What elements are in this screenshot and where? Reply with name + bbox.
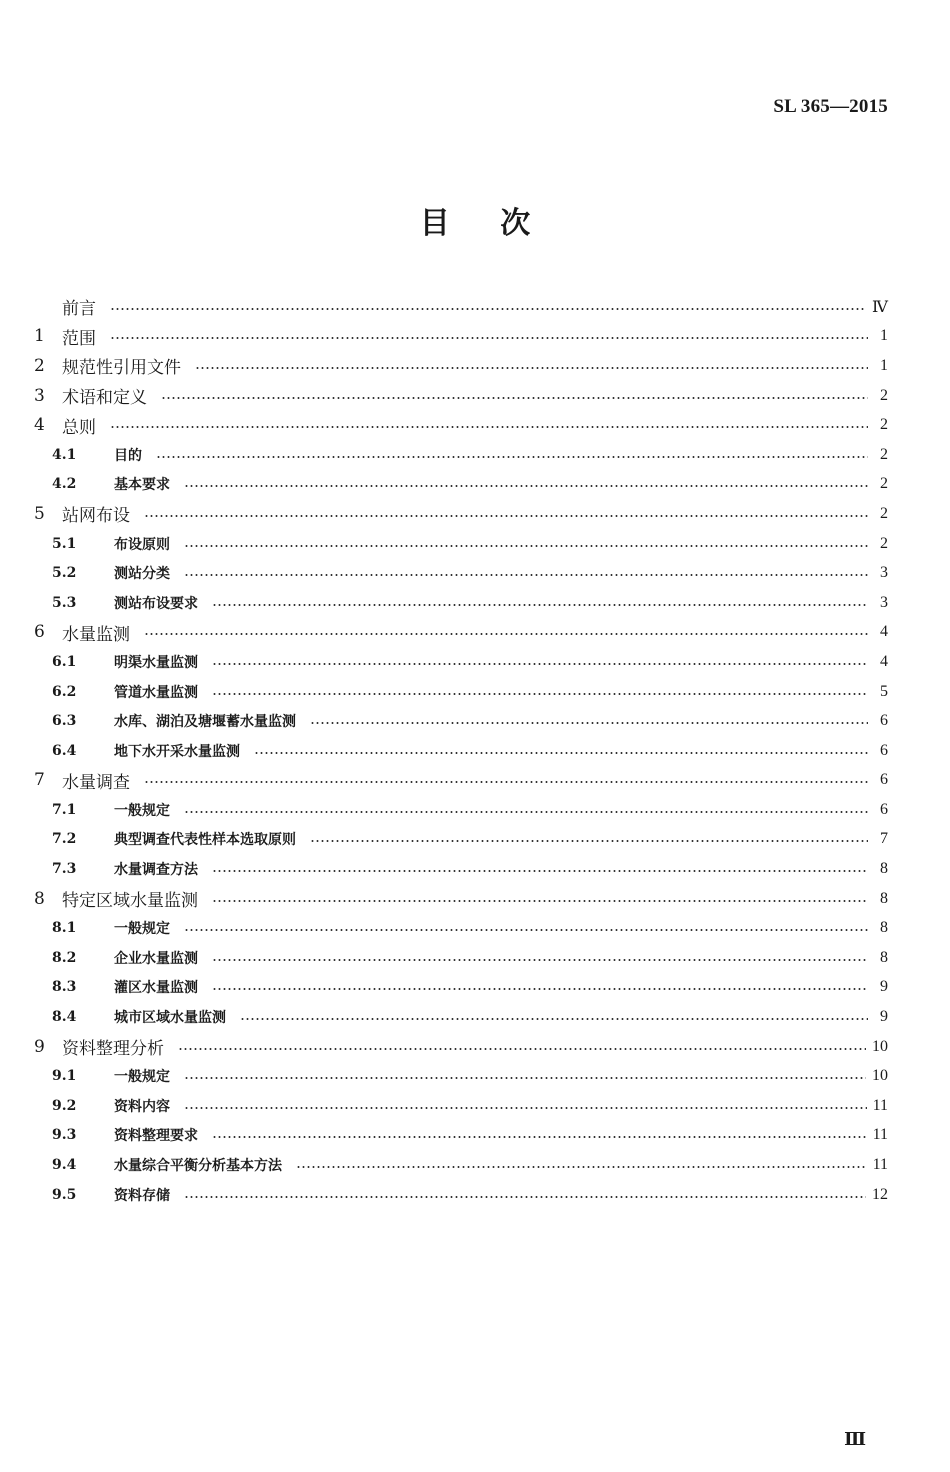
toc-entry[interactable] (34, 381, 888, 411)
table-of-contents (34, 292, 888, 1209)
toc-entry-title: 一般规定 (114, 1069, 170, 1086)
toc-entry-number: 8.2 (52, 949, 77, 966)
toc-dot-leader (184, 1077, 866, 1079)
toc-entry-title: 资料整理要求 (114, 1128, 198, 1145)
toc-entry-page: 2 (880, 504, 888, 522)
toc-entry-page: Ⅳ (872, 298, 888, 316)
toc-entry[interactable] (34, 618, 888, 648)
toc-entry-title: 资料存储 (114, 1187, 170, 1204)
toc-entry[interactable] (34, 1150, 888, 1180)
toc-entry-title: 测站布设要求 (114, 595, 198, 612)
toc-entry-title: 资料内容 (114, 1098, 170, 1115)
toc-entry-number: 9.1 (52, 1068, 77, 1085)
toc-entry-page: 3 (880, 564, 888, 582)
toc-dot-leader (212, 604, 868, 606)
toc-entry[interactable] (34, 1032, 888, 1062)
toc-entry-page: 3 (880, 593, 888, 611)
toc-entry[interactable] (34, 973, 888, 1003)
toc-entry-number: 5.2 (52, 565, 77, 582)
toc-entry-page: 7 (880, 830, 888, 848)
page-title: 目 次 (419, 206, 531, 241)
toc-dot-leader (184, 574, 868, 576)
toc-entry-title: 水量调查 (62, 772, 130, 793)
toc-entry-number: 4.1 (52, 446, 77, 463)
toc-dot-leader (310, 840, 868, 842)
toc-entry-number: 4 (34, 415, 45, 436)
toc-dot-leader (144, 633, 868, 635)
toc-entry[interactable] (34, 440, 888, 470)
toc-entry-number: 6.3 (52, 713, 77, 730)
toc-entry[interactable] (34, 854, 888, 884)
toc-entry[interactable] (34, 1002, 888, 1032)
toc-dot-leader (212, 1136, 867, 1138)
toc-entry[interactable] (34, 322, 888, 352)
toc-dot-leader (184, 485, 868, 487)
toc-entry[interactable] (34, 588, 888, 618)
toc-entry[interactable] (34, 766, 888, 796)
toc-dot-leader (212, 959, 868, 961)
toc-dot-leader (156, 456, 868, 458)
toc-entry[interactable] (34, 470, 888, 500)
toc-dot-leader (110, 337, 868, 339)
toc-entry-number: 6.1 (52, 653, 77, 670)
page-number: Ⅲ (844, 1429, 866, 1449)
toc-entry[interactable] (34, 351, 888, 381)
toc-entry-title: 测站分类 (114, 566, 170, 583)
toc-entry-page: 12 (872, 1185, 888, 1203)
toc-entry-page: 1 (880, 327, 888, 345)
toc-entry-number: 2 (34, 355, 45, 376)
toc-entry-number: 5 (34, 503, 45, 524)
toc-entry-page: 4 (880, 652, 888, 670)
toc-entry-number: 7.2 (52, 831, 77, 848)
toc-entry-page: 9 (880, 978, 888, 996)
toc-entry-title: 布设原则 (114, 536, 170, 553)
toc-entry[interactable] (34, 647, 888, 677)
toc-entry-page: 9 (880, 1008, 888, 1026)
toc-entry-number: 8.3 (52, 979, 77, 996)
toc-entry-number: 7 (34, 770, 45, 791)
toc-dot-leader (212, 988, 868, 990)
toc-entry[interactable] (34, 1121, 888, 1151)
toc-entry[interactable] (34, 499, 888, 529)
toc-entry-title: 水量调查方法 (114, 862, 198, 879)
toc-dot-leader (296, 1166, 867, 1168)
toc-dot-leader (310, 722, 868, 724)
toc-entry-page: 11 (872, 1156, 888, 1174)
toc-entry-page: 8 (880, 948, 888, 966)
toc-entry-title: 一般规定 (114, 921, 170, 938)
toc-entry[interactable] (34, 558, 888, 588)
toc-entry-page: 10 (872, 1067, 888, 1085)
toc-entry-title: 术语和定义 (62, 388, 147, 409)
toc-entry-page: 6 (880, 741, 888, 759)
toc-entry-title: 水库、湖泊及塘堰蓄水量监测 (114, 714, 296, 731)
toc-dot-leader (144, 781, 868, 783)
toc-entry-title: 水量综合平衡分析基本方法 (114, 1158, 282, 1175)
toc-entry-title: 目的 (114, 447, 142, 464)
toc-entry-title: 基本要求 (114, 477, 170, 494)
toc-entry-page: 6 (880, 771, 888, 789)
toc-entry[interactable] (34, 884, 888, 914)
toc-dot-leader (212, 870, 868, 872)
toc-entry[interactable] (34, 1180, 888, 1210)
toc-entry-page: 2 (880, 475, 888, 493)
toc-entry-number: 8.1 (52, 920, 77, 937)
toc-entry[interactable] (34, 795, 888, 825)
toc-dot-leader (212, 900, 868, 902)
toc-entry-page: 8 (880, 919, 888, 937)
toc-dot-leader (144, 515, 868, 517)
toc-entry-number: 6 (34, 622, 45, 643)
toc-entry[interactable] (34, 736, 888, 766)
toc-entry[interactable] (34, 943, 888, 973)
toc-entry[interactable] (34, 677, 888, 707)
toc-entry-page: 6 (880, 712, 888, 730)
toc-entry-title: 一般规定 (114, 802, 170, 819)
toc-entry-page: 6 (880, 800, 888, 818)
toc-entry-number: 9 (34, 1036, 45, 1057)
toc-dot-leader (195, 367, 868, 369)
toc-entry-title: 站网布设 (62, 506, 130, 527)
toc-entry-title: 管道水量监测 (114, 684, 198, 701)
toc-entry[interactable] (34, 913, 888, 943)
toc-entry-title: 范围 (62, 328, 96, 349)
toc-entry-title: 资料整理分析 (62, 1039, 164, 1060)
toc-entry-number: 3 (34, 385, 45, 406)
toc-entry-number: 4.2 (52, 476, 77, 493)
toc-entry-page: 10 (872, 1037, 888, 1055)
toc-entry-title: 灌区水量监测 (114, 980, 198, 997)
toc-entry-page: 2 (880, 416, 888, 434)
toc-entry-page: 8 (880, 860, 888, 878)
toc-entry-title: 地下水开采水量监测 (114, 743, 240, 760)
toc-entry-number: 9.4 (52, 1157, 77, 1174)
toc-entry[interactable] (34, 529, 888, 559)
toc-entry-number: 6.4 (52, 742, 77, 759)
toc-entry-number: 8.4 (52, 1009, 77, 1026)
toc-entry-number: 5.1 (52, 535, 77, 552)
toc-dot-leader (240, 1018, 868, 1020)
toc-dot-leader (254, 752, 868, 754)
toc-dot-leader (184, 929, 868, 931)
toc-entry-page: 2 (880, 445, 888, 463)
toc-entry-title: 水量监测 (62, 624, 130, 645)
toc-dot-leader (178, 1048, 866, 1050)
toc-dot-leader (184, 1196, 866, 1198)
toc-dot-leader (184, 545, 868, 547)
toc-entry[interactable] (34, 1091, 888, 1121)
toc-entry-number: 5.3 (52, 594, 77, 611)
toc-dot-leader (212, 693, 868, 695)
toc-entry-title: 规范性引用文件 (62, 358, 181, 379)
toc-entry-title: 明渠水量监测 (114, 654, 198, 671)
toc-entry-page: 2 (880, 386, 888, 404)
toc-entry-title: 典型调查代表性样本选取原则 (114, 832, 296, 849)
toc-entry-title: 前言 (62, 299, 96, 320)
toc-entry-page: 4 (880, 623, 888, 641)
toc-entry-page: 11 (872, 1096, 888, 1114)
toc-entry[interactable] (34, 410, 888, 440)
toc-entry-number: 9.5 (52, 1186, 77, 1203)
toc-entry-number: 9.3 (52, 1127, 77, 1144)
toc-dot-leader (110, 308, 866, 310)
toc-entry-title: 总则 (62, 417, 96, 438)
toc-entry[interactable] (34, 706, 888, 736)
toc-entry-page: 11 (872, 1126, 888, 1144)
toc-entry-number: 7.3 (52, 861, 77, 878)
document-code: SL 365—2015 (773, 96, 888, 117)
toc-entry-title: 城市区域水量监测 (114, 1010, 226, 1027)
toc-entry-page: 1 (880, 356, 888, 374)
toc-entry-number: 9.2 (52, 1097, 77, 1114)
toc-dot-leader (212, 663, 868, 665)
toc-entry-title: 特定区域水量监测 (62, 891, 198, 912)
toc-entry[interactable] (34, 1061, 888, 1091)
toc-entry-number: 8 (34, 888, 45, 909)
toc-entry[interactable] (34, 292, 888, 322)
toc-dot-leader (161, 397, 868, 399)
toc-entry-number: 1 (34, 326, 45, 347)
toc-entry-page: 8 (880, 889, 888, 907)
toc-entry[interactable] (34, 825, 888, 855)
toc-dot-leader (110, 426, 868, 428)
toc-entry-title: 企业水量监测 (114, 950, 198, 967)
toc-dot-leader (184, 1107, 867, 1109)
toc-entry-page: 5 (880, 682, 888, 700)
toc-entry-number: 7.1 (52, 801, 77, 818)
toc-entry-number: 6.2 (52, 683, 77, 700)
toc-dot-leader (184, 811, 868, 813)
toc-entry-page: 2 (880, 534, 888, 552)
